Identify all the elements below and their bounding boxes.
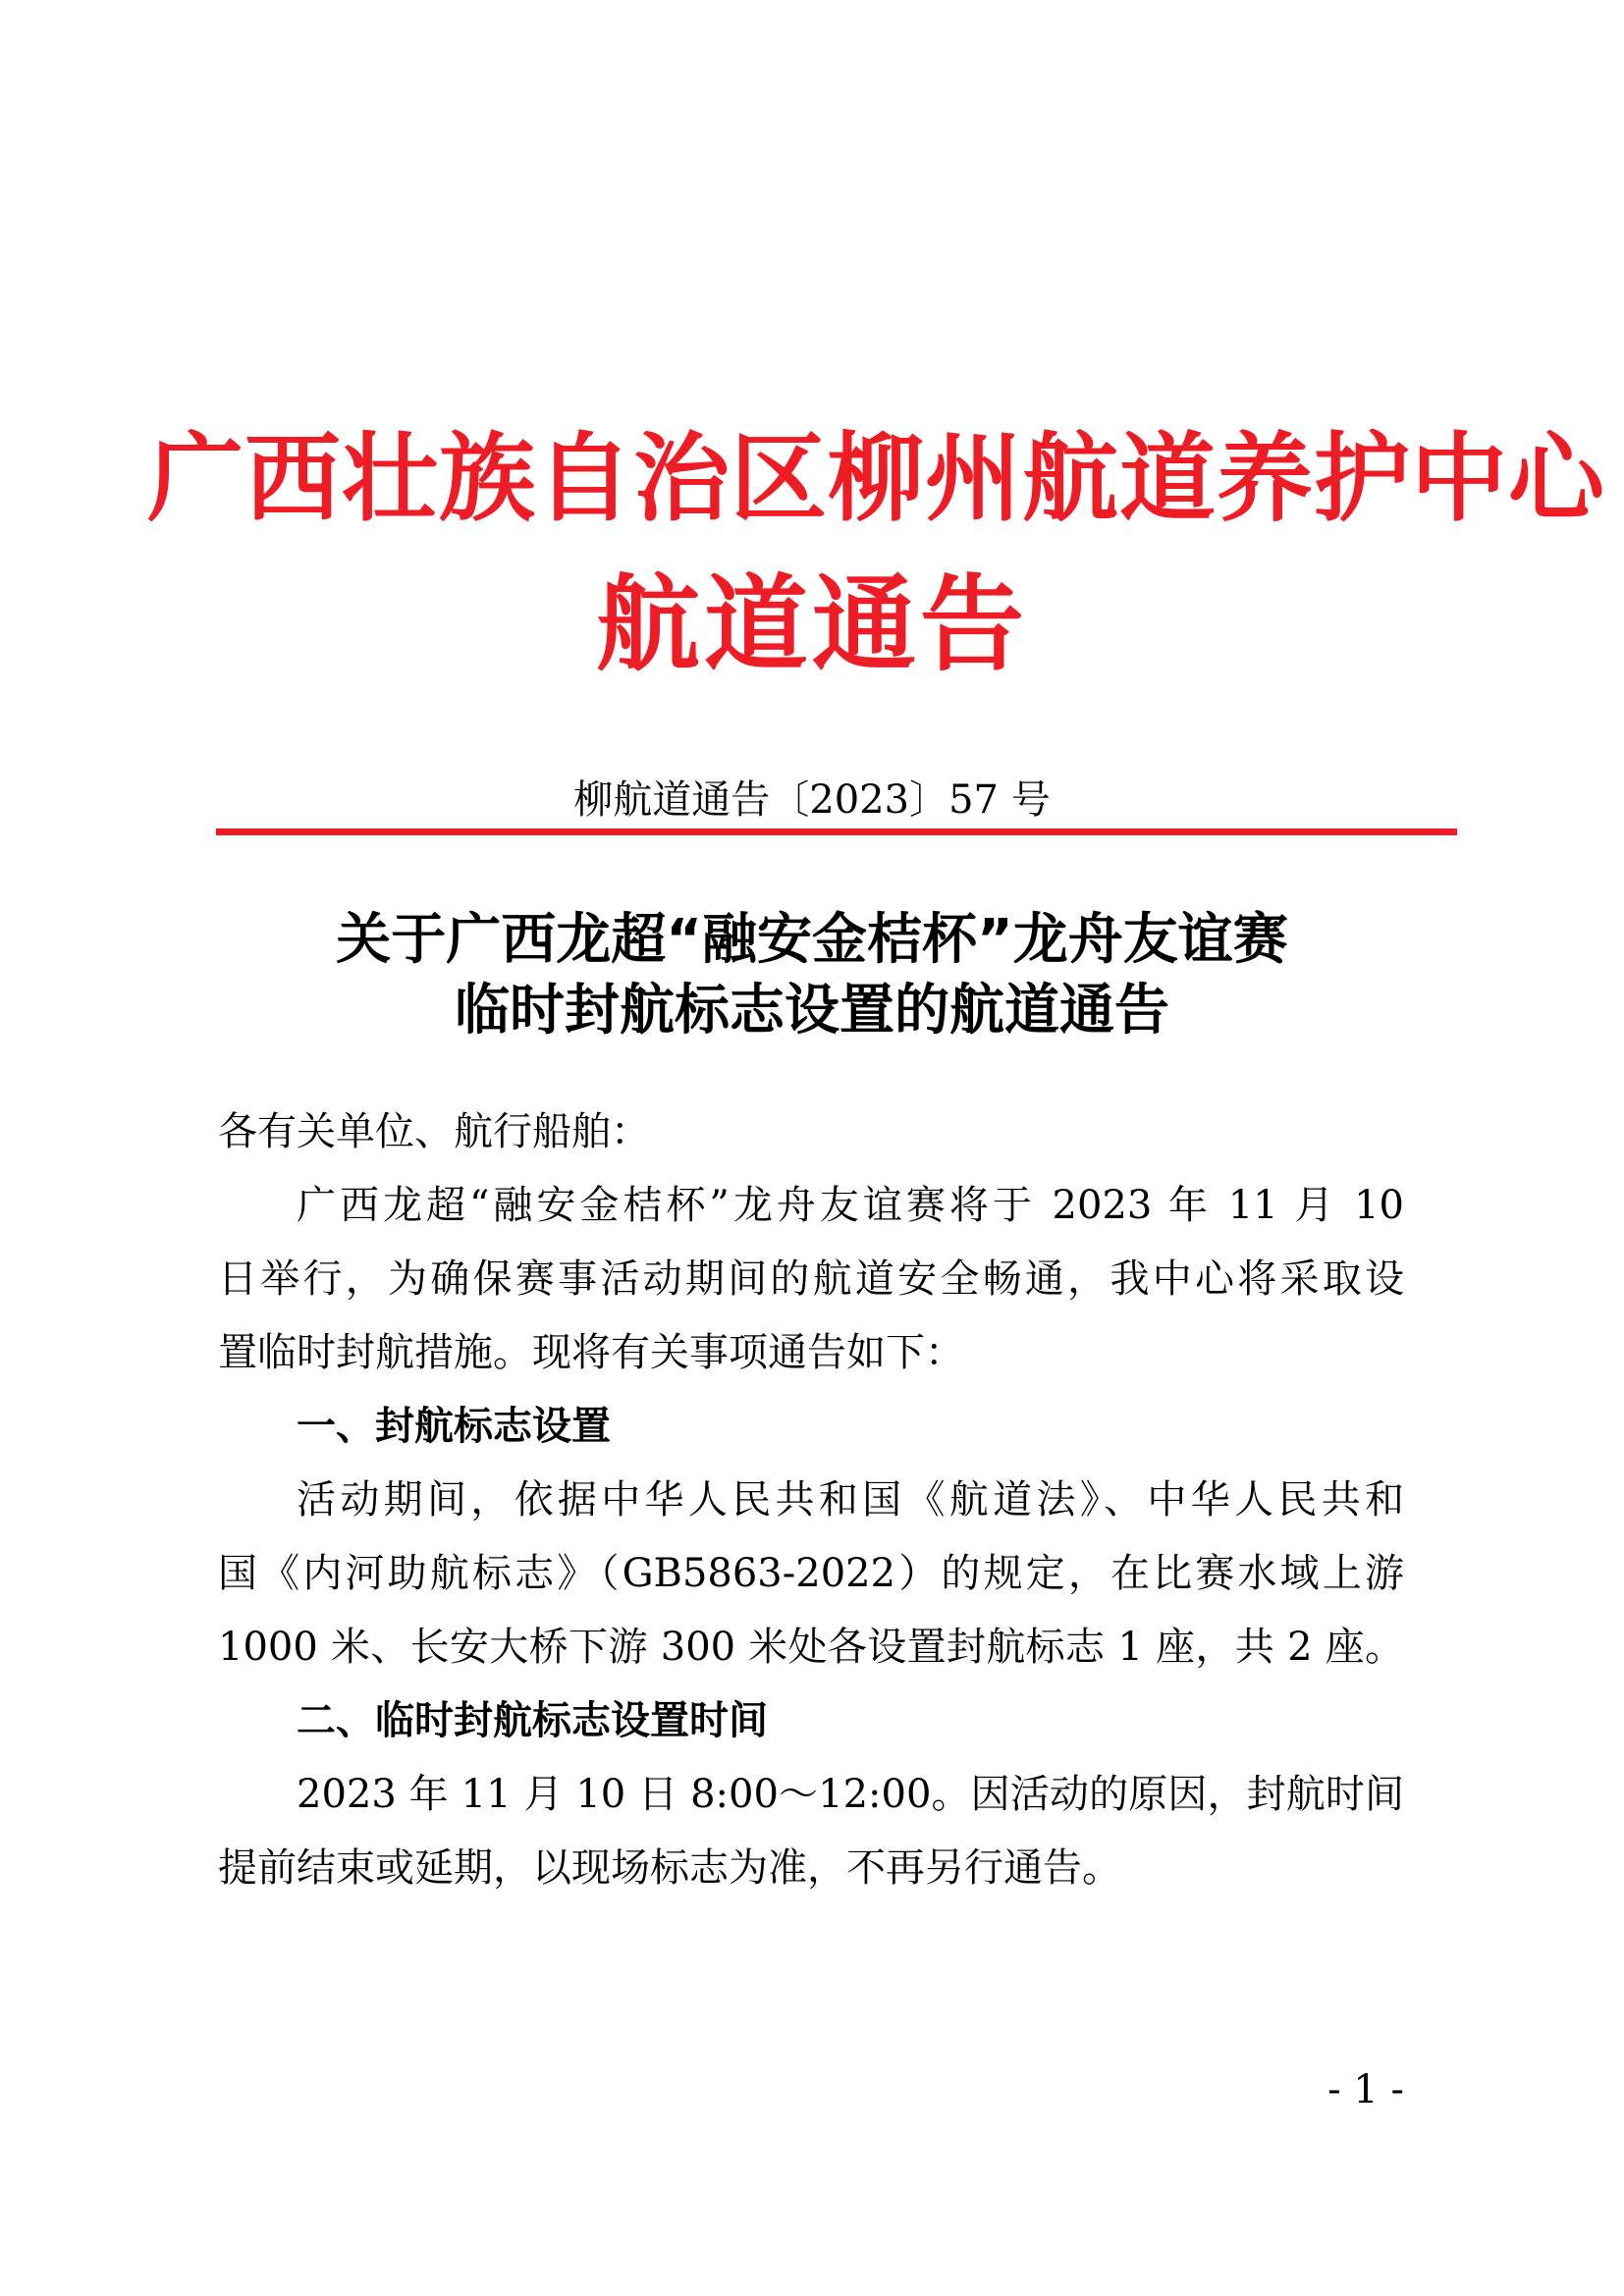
notice-title [147, 905, 1477, 1046]
section-2-line-1: 2023 年 11 月 10 日 8:00～12:00。因活动的原因，封航时间 [297, 1772, 1404, 1817]
section-1-line-2: 国《内河助航标志》（GB5863-2022）的规定，在比赛水域上游 [218, 1551, 1404, 1596]
section-heading-2: 二、临时封航标志设置时间 [297, 1698, 768, 1743]
intro-line-3: 置临时封航措施。现将有关事项通告如下： [218, 1330, 964, 1375]
section-2-line-2: 提前结束或延期，以现场标志为准，不再另行通告。 [218, 1845, 1121, 1891]
intro-line-2: 日举行，为确保赛事活动期间的航道安全畅通，我中心将采取设 [218, 1256, 1404, 1302]
section-1-line-3: 1000 米、长安大桥下游 300 米处各设置封航标志 1 座，共 2 座。 [218, 1625, 1404, 1670]
notice-title-line-2: 临时封航标志设置的航道通告 [455, 979, 1169, 1042]
issuing-organization: 广西壮族自治区柳州航道养护中心 [147, 422, 1606, 535]
red-divider [216, 828, 1457, 835]
notice-title-line-1: 关于广西龙超“融安金桔杯”龙舟友谊赛 [336, 908, 1288, 972]
intro-line-1: 广西龙超“融安金桔杯”龙舟友谊赛将于 2023 年 11 月 10 [297, 1183, 1404, 1228]
document-type: 航道通告 [596, 562, 1028, 685]
document-number: 柳航道通告〔2023〕57 号 [573, 777, 1051, 823]
page-number: - 1 - [1327, 2067, 1404, 2112]
section-heading-1: 一、封航标志设置 [297, 1404, 611, 1449]
salutation: 各有关单位、航行船舶： [218, 1109, 650, 1154]
section-1-line-1: 活动期间，依据中华人民共和国《航道法》、中华人民共和 [297, 1477, 1404, 1522]
